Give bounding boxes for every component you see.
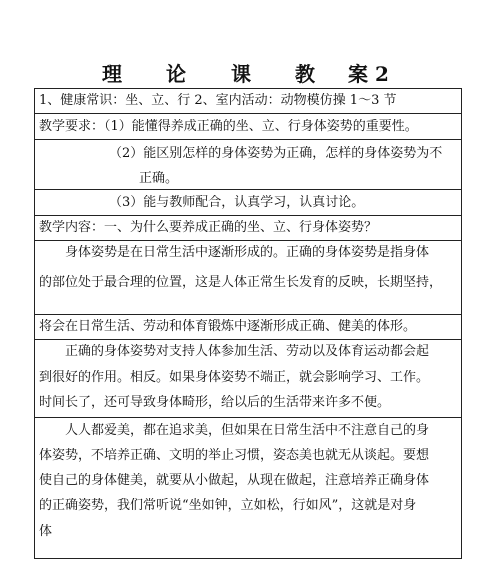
table-row-content-heading bbox=[35, 216, 461, 241]
table-row-requirement-3 bbox=[35, 190, 461, 216]
document-title bbox=[0, 60, 500, 88]
table-row-paragraph-2 bbox=[35, 340, 461, 418]
row-text-line: 的正确姿势，我们常听说“坐如钟，立如松，行如风”，这就是对身 bbox=[39, 498, 417, 513]
title-char-4: 教 bbox=[295, 62, 315, 86]
title-char-1: 理 bbox=[102, 62, 122, 86]
row-text-line: 人人都爱美，都在追求美，但如果在日常生活中不注意自己的身 bbox=[65, 423, 430, 438]
table-row-topics bbox=[35, 89, 461, 114]
row-text-line: 正确的身体姿势对支持人体参加生活、劳动以及体育运动都会起 bbox=[65, 344, 430, 359]
lesson-plan-table bbox=[34, 88, 462, 559]
row-text-line: （2）能区别怎样的身体姿势为正确，怎样的身体姿势为不 bbox=[109, 146, 443, 161]
row-text-line: 1、健康常识：坐、立、行 2、室内活动：动物模仿操 1～3 节 bbox=[39, 93, 397, 108]
row-text-line: 使自己的身体健美，就要从小做起，从现在做起，注意培养正确身体 bbox=[39, 473, 430, 488]
row-text-line: 教学要求：（1）能懂得养成正确的坐、立、行身体姿势的重要性。 bbox=[39, 119, 418, 134]
row-text-line: 正确。 bbox=[139, 171, 179, 186]
row-text-line: 的部位处于最合理的位置，这是人体正常生长发育的反映，长期坚持， bbox=[39, 275, 443, 290]
table-row-paragraph-1 bbox=[35, 241, 461, 315]
table-row-requirement-1 bbox=[35, 114, 461, 140]
table-row-paragraph-1-end bbox=[35, 315, 461, 340]
row-text-line: 时间长了，还可导致身体畸形，给以后的生活带来许多不便。 bbox=[39, 395, 391, 410]
table-row-paragraph-3 bbox=[35, 418, 461, 558]
row-text-line: 体姿势，不培养正确、文明的举止习惯，姿态美也就无从谈起。要想 bbox=[39, 448, 430, 463]
row-text-line: （3）能与教师配合，认真学习，认真讨论。 bbox=[109, 195, 365, 210]
row-text-line: 到很好的作用。相反。如果身体姿势不端正，就会影响学习、工作。 bbox=[39, 370, 430, 385]
title-char-2: 论 bbox=[166, 62, 186, 86]
title-char-5: 案 2 bbox=[348, 62, 389, 86]
row-text-line: 身体姿势是在日常生活中逐渐形成的。正确的身体姿势是指身体 bbox=[65, 245, 430, 260]
title-char-3: 课 bbox=[231, 62, 251, 86]
table-row-requirement-2 bbox=[35, 140, 461, 190]
row-text-line: 将会在日常生活、劳动和体育锻炼中逐渐形成正确、健美的体形。 bbox=[39, 319, 417, 334]
row-text-line: 体 bbox=[39, 524, 53, 539]
row-text-line: 教学内容：一、为什么要养成正确的坐、立、行身体姿势？ bbox=[39, 220, 378, 235]
